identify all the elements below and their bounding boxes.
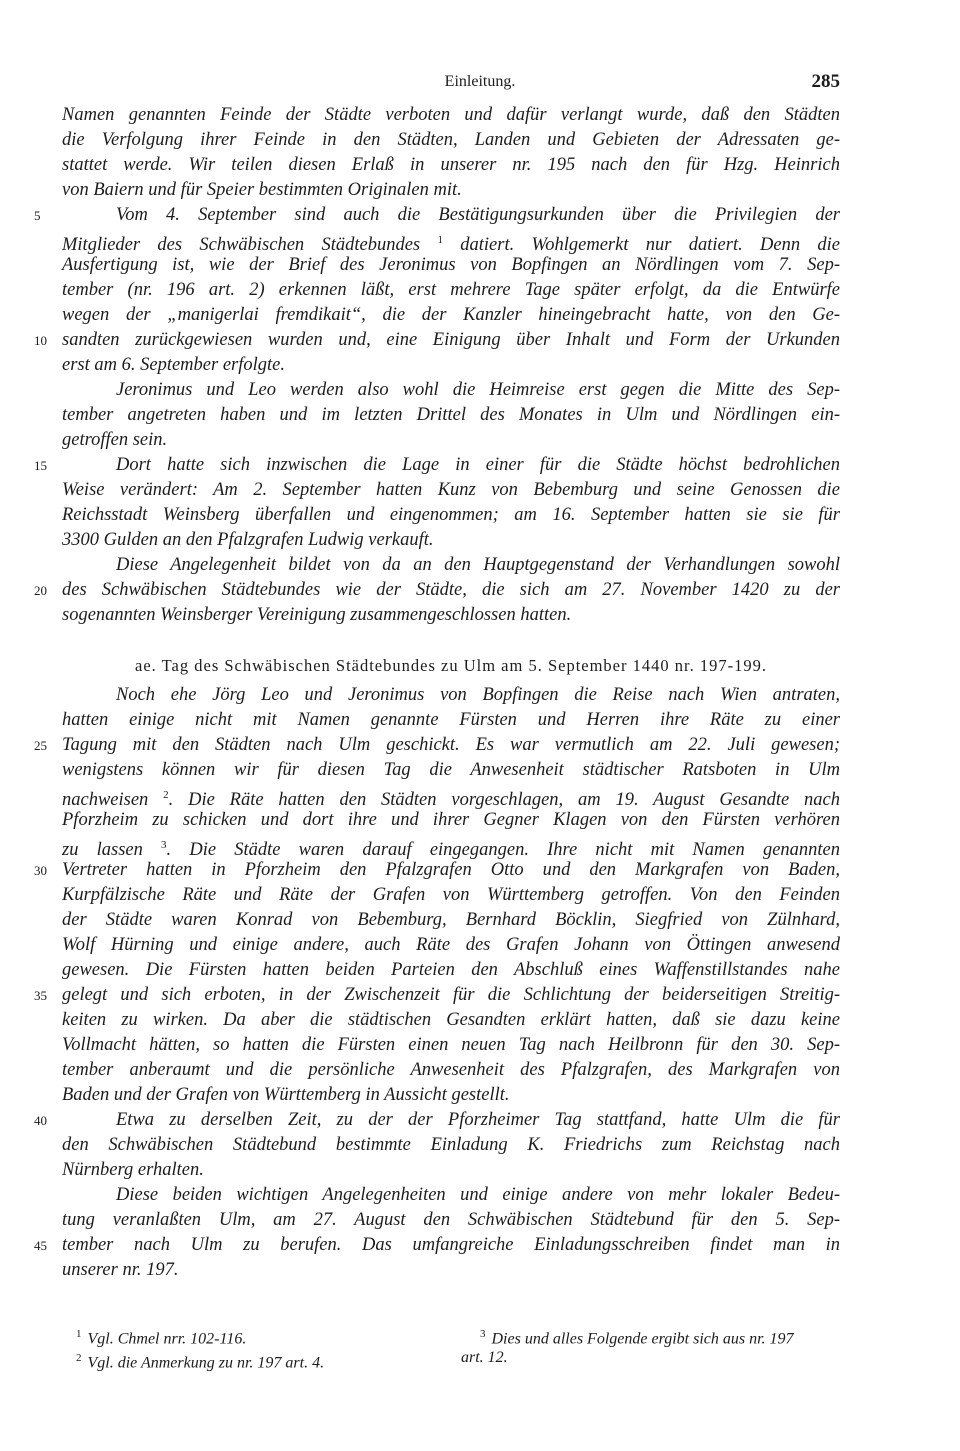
line-number: 15 xyxy=(34,458,47,473)
text-fragment: . Die Städte waren darauf eingegangen. Ihre nicht mit Namen genannten xyxy=(166,840,841,861)
text-line: wenigstens können wir für diesen Tag die Anwesenheit städtischer Ratsboten in Ulm xyxy=(62,760,840,780)
text-line: Etwa zu derselben Zeit, zu der der Pforzheimer Tag stattfand, hatte Ulm die für xyxy=(116,1110,840,1130)
text-line: hatten einige nicht mit Namen genannte Fürsten und Herren ihre Räte zu einer xyxy=(62,710,840,730)
text-line: getroffen sein. xyxy=(62,430,168,450)
footnote-3-continued: art. 12. xyxy=(461,1349,508,1366)
page-number: 285 xyxy=(811,71,840,92)
text-line: des Schwäbischen Städtebundes wie der Städte, die sich am 27. November 1420 zu der xyxy=(62,580,840,600)
footnote-text: Vgl. Chmel nrr. 102-116. xyxy=(87,1330,247,1348)
line-number: 40 xyxy=(34,1113,47,1128)
text-line: Kurpfälzische Räte und Räte der Grafen von Württemberg getroffen. Von den Feinden xyxy=(62,885,840,905)
text-line: Dort hatte sich inzwischen die Lage in einer für die Städte höchst bedrohlichen xyxy=(116,455,840,475)
text-fragment: nachweisen xyxy=(62,790,149,811)
line-number: 10 xyxy=(34,333,47,348)
text-line: Pforzheim zu schicken und dort ihre und ihrer Gegner Klagen von den Fürsten verhören xyxy=(62,810,840,830)
text-line: Namen genannten Feinde der Städte verboten und dafür verlangt wurde, daß den Städten xyxy=(62,105,840,125)
text-line xyxy=(62,833,841,861)
line-number: 20 xyxy=(34,583,47,598)
text-line: Nürnberg erhalten. xyxy=(62,1160,204,1180)
footnote-text: Vgl. die Anmerkung zu nr. 197 art. 4. xyxy=(87,1354,325,1372)
text-line: tember anberaumt und die persönliche Anwesenheit des Pfalzgrafen, des Markgrafen von xyxy=(62,1060,840,1080)
text-line: Weise verändert: Am 2. September hatten Kunz von Bebemburg und seine Genossen die xyxy=(62,480,840,500)
text-line: Wolf Hürning und einige andere, auch Räte des Grafen Johann von Öttingen anwesend xyxy=(62,935,840,955)
text-line: sogenannten Weinsberger Vereinigung zusammengeschlossen hatten. xyxy=(62,605,572,625)
text-fragment: datiert. Wohlgemerkt nur datiert. Denn die xyxy=(460,235,841,256)
text-line: Reichsstadt Weinsberg überfallen und eingenommen; am 16. September hatten sie sie für xyxy=(62,505,840,525)
text-line: Jeronimus und Leo werden also wohl die Heimreise erst gegen die Mitte des Sep- xyxy=(116,380,840,400)
footnote-text: Dies und alles Folgende ergibt sich aus nr. 197 xyxy=(491,1330,794,1348)
section-heading: ae. Tag des Schwäbischen Städtebundes zu Ulm am 5. September 1440 nr. 197-199. xyxy=(135,656,767,675)
text-line: tember (nr. 196 art. 2) erkennen läßt, erst mehrere Tage später erfolgt, da die Entwürfe xyxy=(62,280,840,300)
text-line: tember angetreten haben und im letzten Drittel des Monates in Ulm und Nördlingen ein- xyxy=(62,405,840,425)
text-line: die Verfolgung ihrer Feinde in den Städten, Landen und Gebieten der Adressaten ge- xyxy=(62,130,840,150)
text-line: 3300 Gulden an den Pfalzgrafen Ludwig verkauft. xyxy=(62,530,434,550)
footnote-mark: 3 xyxy=(480,1328,486,1340)
text-line xyxy=(62,783,840,811)
text-fragment: . Die Räte hatten den Städten vorgeschlagen, am 19. August Gesandte nach xyxy=(168,790,840,811)
text-line: erst am 6. September erfolgte. xyxy=(62,355,285,375)
text-line: unserer nr. 197. xyxy=(62,1260,179,1280)
text-fragment: zu lassen xyxy=(62,840,143,861)
text-line: Vollmacht hätten, so hatten die Fürsten einen neuen Tag nach Heilbronn für den 30. Sep- xyxy=(62,1035,840,1055)
footnote-ref: 3 xyxy=(161,839,167,851)
text-fragment: Mitglieder des Schwäbischen Städtebundes xyxy=(62,235,421,256)
text-line: stattet werde. Wir teilen diesen Erlaß in unserer nr. 195 nach den für Hzg. Heinrich xyxy=(62,155,840,175)
text-line: der Städte waren Konrad von Bebemburg, Bernhard Böcklin, Siegfried von Zülnhard, xyxy=(62,910,840,930)
text-line xyxy=(62,228,841,256)
line-number: 30 xyxy=(34,863,47,878)
text-line: Diese Angelegenheit bildet von da an den Hauptgegenstand der Verhandlungen sowohl xyxy=(116,555,840,575)
text-line: Diese beiden wichtigen Angelegenheiten und einige andere von mehr lokaler Bedeu- xyxy=(116,1185,840,1205)
text-line: Tagung mit den Städten nach Ulm geschickt. Es war vermutlich am 22. Juli gewesen; xyxy=(62,735,840,755)
text-line: den Schwäbischen Städtebund bestimmte Einladung K. Friedrichs zum Reichstag nach xyxy=(62,1135,840,1155)
footnote-2 xyxy=(76,1346,324,1375)
text-line: Vom 4. September sind auch die Bestätigungsurkunden über die Privilegien der xyxy=(116,205,840,225)
footnote-ref: 2 xyxy=(163,789,169,801)
text-line: tung veranlaßten Ulm, am 27. August den Schwäbischen Städtebund für den 5. Sep- xyxy=(62,1210,840,1230)
footnote-ref: 1 xyxy=(437,234,443,246)
text-line: Vertreter hatten in Pforzheim den Pfalzgrafen Otto und den Markgrafen von Baden, xyxy=(62,860,840,880)
text-line: wegen der „manigerlai fremdikait“, die der Kanzler hineingebracht hatte, von den Ge- xyxy=(62,305,840,325)
running-head xyxy=(0,71,960,95)
line-number: 45 xyxy=(34,1238,47,1253)
text-line: gewesen. Die Fürsten hatten beiden Parteien den Abschluß eines Waffenstillstandes nahe xyxy=(62,960,840,980)
footnote-mark: 2 xyxy=(76,1352,82,1364)
text-line: Baden und der Grafen von Württemberg in Aussicht gestellt. xyxy=(62,1085,510,1105)
text-line: sandten zurückgewiesen wurden und, eine Einigung über Inhalt und Form der Urkunden xyxy=(62,330,840,350)
line-number: 5 xyxy=(34,208,41,223)
text-line: Noch ehe Jörg Leo und Jeronimus von Bopfingen die Reise nach Wien antraten, xyxy=(116,685,840,705)
running-head-title: Einleitung. xyxy=(444,73,516,90)
text-line: gelegt und sich erboten, in der Zwischenzeit für die Schlichtung der beiderseitigen Streitig- xyxy=(62,985,840,1005)
text-line: von Baiern und für Speier bestimmten Originalen mit. xyxy=(62,180,462,200)
footnote-3 xyxy=(480,1322,794,1351)
text-line: Ausfertigung ist, wie der Brief des Jeronimus von Bopfingen an Nördlingen vom 7. Sep- xyxy=(62,255,840,275)
text-line: keiten zu wirken. Da aber die städtischen Gesandten erklärt hatten, daß sie dazu keine xyxy=(62,1010,840,1030)
line-number: 35 xyxy=(34,988,47,1003)
footnote-mark: 1 xyxy=(76,1328,82,1340)
text-line: tember nach Ulm zu berufen. Das umfangreiche Einladungsschreiben findet man in xyxy=(62,1235,840,1255)
line-number: 25 xyxy=(34,738,47,753)
